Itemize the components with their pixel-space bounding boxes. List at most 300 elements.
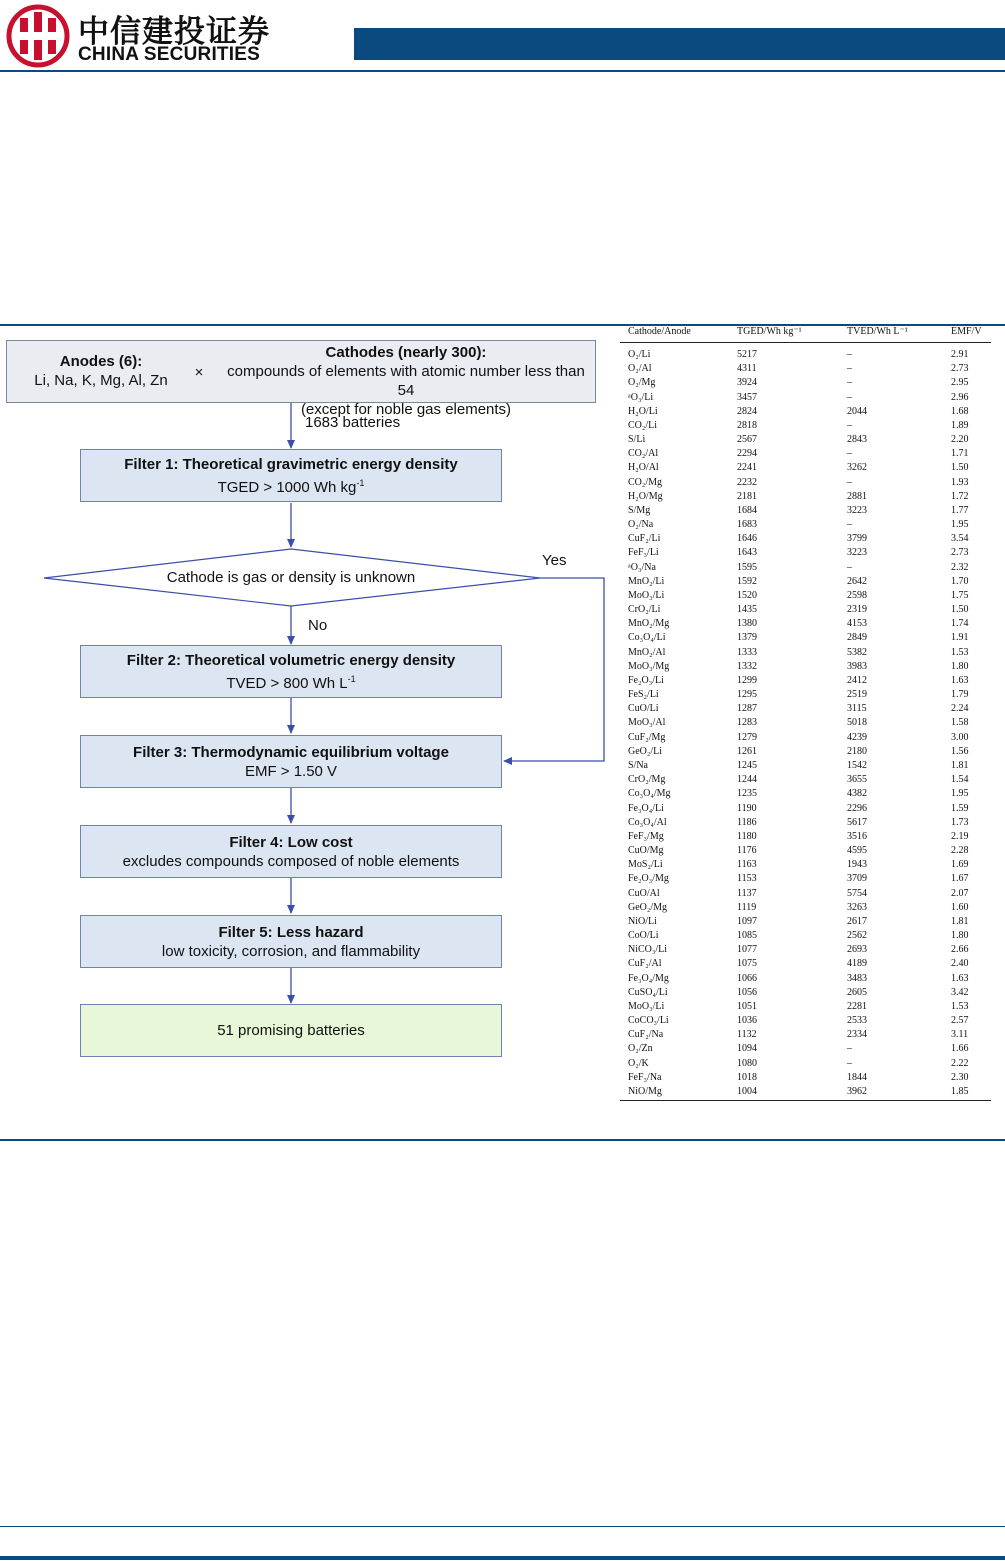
table-row: [620, 362, 991, 376]
cell-tged: 1683: [737, 519, 757, 531]
cell-tved: 3223: [847, 504, 867, 516]
cathodes-title: Cathodes (nearly 300):: [325, 344, 487, 361]
cell-tved: 5617: [847, 816, 867, 828]
cell-emf: 1.59: [951, 802, 969, 814]
cell-tged: 1153: [737, 873, 757, 885]
footer-thin-rule: [0, 1526, 1005, 1527]
cell-tved: –: [847, 1057, 852, 1069]
filter1-title: Filter 1: Theoretical gravimetric energy density: [124, 455, 458, 473]
cell-cathode-anode: NiCO₃/Li: [628, 944, 668, 956]
table-row: [620, 589, 991, 603]
cell-tved: –: [847, 377, 852, 389]
cell-cathode-anode: NiO/Li: [628, 915, 657, 927]
cell-tved: 2617: [847, 915, 867, 927]
header-tged: TGED/Wh kg⁻¹: [737, 326, 802, 337]
cell-emf: 1.56: [951, 745, 969, 757]
cell-tved: 1542: [847, 759, 867, 771]
table-row: [620, 745, 991, 759]
table-row: [620, 603, 991, 617]
header-emf: EMF/V: [951, 326, 982, 337]
table-body: [620, 343, 991, 1099]
cell-cathode-anode: CrO₂/Mg: [628, 774, 666, 786]
cell-tged: 2567: [737, 434, 757, 446]
filter3-box: [80, 735, 502, 788]
cell-tged: 2241: [737, 462, 757, 474]
cell-emf: 1.77: [951, 504, 969, 516]
cell-cathode-anode: FeF₃/Mg: [628, 830, 664, 842]
cell-tged: 1379: [737, 632, 757, 644]
filter2-box: [80, 645, 502, 698]
cell-emf: 2.24: [951, 703, 969, 715]
cell-emf: 1.63: [951, 972, 969, 984]
cell-emf: 2.28: [951, 845, 969, 857]
table-row: [620, 1000, 991, 1014]
cell-emf: 1.58: [951, 717, 969, 729]
cell-tged: 1051: [737, 1000, 757, 1012]
cell-tved: –: [847, 561, 852, 573]
cell-tved: 1943: [847, 859, 867, 871]
table-row: [620, 773, 991, 787]
cell-emf: 2.95: [951, 377, 969, 389]
cell-tged: 5217: [737, 349, 757, 360]
cell-emf: 2.73: [951, 547, 969, 559]
cell-cathode-anode: GeO₂/Mg: [628, 901, 668, 913]
cell-emf: 1.95: [951, 519, 969, 531]
logo-english-name: CHINA SECURITIES: [78, 44, 260, 65]
cell-tved: 3799: [847, 533, 867, 545]
cell-tved: 3962: [847, 1085, 867, 1097]
cell-tged: 1235: [737, 788, 757, 800]
company-logo: [6, 4, 270, 68]
table-row: [620, 759, 991, 773]
header-cathode-anode: Cathode/Anode: [628, 326, 691, 337]
cell-tved: 3516: [847, 830, 867, 842]
cell-tved: 2319: [847, 604, 867, 616]
figure-bottom-divider: [0, 1139, 1005, 1141]
cell-cathode-anode: S/Li: [628, 434, 646, 446]
table-row: [620, 461, 991, 475]
cell-emf: 1.69: [951, 859, 969, 871]
cell-tged: 1287: [737, 703, 757, 715]
header-bar: [354, 28, 1005, 60]
filter5-title: Filter 5: Less hazard: [218, 923, 364, 941]
cell-cathode-anode: ᵃO₃/Li: [628, 391, 654, 403]
cell-cathode-anode: S/Mg: [628, 504, 651, 516]
cell-tved: 2281: [847, 1000, 867, 1012]
cell-cathode-anode: MoS₂/Li: [628, 859, 663, 871]
cell-emf: 1.74: [951, 618, 969, 630]
cell-cathode-anode: S/Na: [628, 759, 648, 771]
cell-tved: 2180: [847, 745, 867, 757]
table-row: [620, 376, 991, 390]
cell-cathode-anode: O₂/Al: [628, 363, 652, 375]
cell-tged: 1643: [737, 547, 757, 559]
cell-emf: 2.32: [951, 561, 969, 573]
cell-tved: 2881: [847, 490, 867, 502]
cell-cathode-anode: H₂O/Al: [628, 462, 659, 474]
filter5-rule: low toxicity, corrosion, and flammability: [161, 942, 421, 960]
cell-cathode-anode: ᵃO₃/Na: [628, 561, 656, 573]
table-row: [620, 391, 991, 405]
filter3-rule: EMF > 1.50 V: [244, 762, 338, 780]
cell-tved: 2334: [847, 1029, 867, 1041]
cell-emf: 1.53: [951, 1000, 969, 1012]
cell-tged: 1299: [737, 674, 757, 686]
cell-cathode-anode: Fe₂O₃/Li: [628, 674, 664, 686]
cell-emf: 3.11: [951, 1029, 969, 1041]
table-row: [620, 646, 991, 660]
cell-tved: 2533: [847, 1015, 867, 1027]
cell-tged: 3924: [737, 377, 757, 389]
header-tved: TVED/Wh L⁻¹: [847, 326, 908, 337]
cell-tged: 1036: [737, 1015, 757, 1027]
cell-cathode-anode: Co₃O₄/Li: [628, 632, 666, 644]
table-row: [620, 1028, 991, 1042]
footer-thick-rule: [0, 1556, 1005, 1560]
cell-tved: 2519: [847, 689, 867, 701]
cell-cathode-anode: CuF₂/Al: [628, 958, 662, 970]
cell-emf: 3.00: [951, 731, 969, 743]
cell-tved: 5018: [847, 717, 867, 729]
cell-emf: 1.80: [951, 660, 969, 672]
cell-emf: 2.20: [951, 434, 969, 446]
cell-tged: 1085: [737, 930, 757, 942]
cell-emf: 2.57: [951, 1015, 969, 1027]
table-row: [620, 561, 991, 575]
cell-tved: 2642: [847, 575, 867, 587]
cell-tved: 4595: [847, 845, 867, 857]
cell-cathode-anode: O₂/Na: [628, 519, 654, 531]
cell-emf: 1.95: [951, 788, 969, 800]
anodes-list: Li, Na, K, Mg, Al, Zn: [34, 372, 168, 389]
cell-emf: 1.50: [951, 604, 969, 616]
cell-tged: 1077: [737, 944, 757, 956]
cell-cathode-anode: Co₃O₄/Mg: [628, 788, 671, 800]
table-row: [620, 433, 991, 447]
cell-cathode-anode: CuO/Mg: [628, 845, 664, 857]
cell-tged: 1435: [737, 604, 757, 616]
arrow-yes-bypass: [504, 578, 604, 761]
cell-tved: 2296: [847, 802, 867, 814]
cathodes-line1: compounds of elements with atomic number less than 54: [227, 363, 585, 399]
table-row: [620, 1042, 991, 1056]
table-row: [620, 915, 991, 929]
cell-tged: 1180: [737, 830, 757, 842]
table-row: [620, 490, 991, 504]
cell-tved: 3709: [847, 873, 867, 885]
filter2-title: Filter 2: Theoretical volumetric energy density: [126, 651, 456, 669]
cell-cathode-anode: CuO/Al: [628, 887, 660, 899]
filter1-box: [80, 449, 502, 502]
cell-cathode-anode: O₂/K: [628, 1057, 649, 1069]
yes-label: Yes: [542, 552, 567, 569]
cell-tved: 3983: [847, 660, 867, 672]
cell-tged: 1119: [737, 901, 757, 913]
cell-cathode-anode: CO₂/Mg: [628, 476, 663, 488]
cell-emf: 1.50: [951, 462, 969, 474]
table-row: [620, 844, 991, 858]
cell-tged: 1684: [737, 504, 757, 516]
cell-tged: 1520: [737, 589, 757, 601]
table-row: [620, 1014, 991, 1028]
filter1-rule: TGED > 1000 Wh $kg^{-1}$: [217, 477, 365, 496]
cell-cathode-anode: Fe₃O₄/Mg: [628, 972, 669, 984]
table-row: [620, 1085, 991, 1099]
table-row: [620, 476, 991, 490]
table-row: [620, 674, 991, 688]
table-row: [620, 405, 991, 419]
table-row: [620, 546, 991, 560]
cell-tved: 3655: [847, 774, 867, 786]
cell-cathode-anode: FeS₂/Li: [628, 689, 659, 701]
battery-table: [620, 326, 991, 1101]
cell-tged: 1279: [737, 731, 757, 743]
cathodes-block: [221, 343, 591, 419]
cell-tved: 2412: [847, 674, 867, 686]
anodes-block: [21, 352, 181, 390]
cell-tged: 1646: [737, 533, 757, 545]
table-row: [620, 858, 991, 872]
table-row: [620, 1071, 991, 1085]
cell-tged: 1595: [737, 561, 757, 573]
filter4-box: [80, 825, 502, 878]
cell-tved: 4382: [847, 788, 867, 800]
cell-emf: 1.80: [951, 930, 969, 942]
cell-cathode-anode: O₂/Zn: [628, 1043, 653, 1055]
cell-cathode-anode: CoCO₃/Li: [628, 1015, 669, 1027]
cell-emf: 3.42: [951, 986, 969, 998]
filter4-rule: excludes compounds composed of noble elements: [122, 852, 460, 870]
table-row: [620, 419, 991, 433]
cell-tged: 1056: [737, 986, 757, 998]
cell-tged: 1333: [737, 646, 757, 658]
cell-cathode-anode: O₂/Li: [628, 349, 651, 360]
table-row: [620, 575, 991, 589]
cell-tged: 1283: [737, 717, 757, 729]
filter4-title: Filter 4: Low cost: [229, 833, 353, 851]
cell-tged: 1066: [737, 972, 757, 984]
cell-cathode-anode: MnO₂/Li: [628, 575, 665, 587]
cell-tged: 1190: [737, 802, 757, 814]
citic-logo-icon: [6, 4, 70, 68]
cell-tged: 2824: [737, 405, 757, 417]
table-row: [620, 631, 991, 645]
cell-tged: 1295: [737, 689, 757, 701]
cell-tged: 1094: [737, 1043, 757, 1055]
cell-tged: 1080: [737, 1057, 757, 1069]
table-row: [620, 1057, 991, 1071]
table-row: [620, 787, 991, 801]
table-row: [620, 504, 991, 518]
cell-tged: 1176: [737, 845, 757, 857]
table-row: [620, 688, 991, 702]
cell-emf: 1.67: [951, 873, 969, 885]
decision-label: Cathode is gas or density is unknown: [166, 569, 416, 586]
table-row: [620, 348, 991, 362]
cell-cathode-anode: FeF₃/Li: [628, 547, 659, 559]
cell-tved: 5382: [847, 646, 867, 658]
table-row: [620, 802, 991, 816]
cell-cathode-anode: MoO₃/Mg: [628, 660, 670, 672]
table-header: [620, 326, 991, 343]
cell-emf: 2.91: [951, 349, 969, 360]
table-row: [620, 830, 991, 844]
cell-tged: 1592: [737, 575, 757, 587]
table-row: [620, 872, 991, 886]
table-row: [620, 518, 991, 532]
cell-emf: 1.75: [951, 589, 969, 601]
cell-cathode-anode: Fe₃O₄/Li: [628, 802, 664, 814]
cell-emf: 2.07: [951, 887, 969, 899]
filter2-rule: TVED > 800 Wh $L^{-1}$: [226, 673, 356, 692]
cell-emf: 1.70: [951, 575, 969, 587]
cell-emf: 1.60: [951, 901, 969, 913]
cell-emf: 1.85: [951, 1085, 969, 1097]
cell-emf: 1.81: [951, 915, 969, 927]
input-box: [6, 340, 596, 418]
filter3-title: Filter 3: Thermodynamic equilibrium voltage: [133, 743, 449, 761]
table-row: [620, 702, 991, 716]
table-row: [620, 887, 991, 901]
cell-cathode-anode: NiO/Mg: [628, 1085, 662, 1097]
cell-tged: 1163: [737, 859, 757, 871]
cell-cathode-anode: H₂O/Mg: [628, 490, 663, 502]
cell-tged: 1018: [737, 1071, 757, 1083]
cell-tved: 3263: [847, 901, 867, 913]
cell-tved: 3115: [847, 703, 867, 715]
cell-tved: 2849: [847, 632, 867, 644]
cell-emf: 2.40: [951, 958, 969, 970]
cell-cathode-anode: CrO₂/Li: [628, 604, 661, 616]
cell-tved: 2562: [847, 930, 867, 942]
table-row: [620, 617, 991, 631]
cell-tged: 1004: [737, 1085, 757, 1097]
cell-cathode-anode: O₂/Mg: [628, 377, 656, 389]
cell-cathode-anode: H₂O/Li: [628, 405, 658, 417]
cell-tved: 2598: [847, 589, 867, 601]
cell-tved: –: [847, 419, 852, 431]
cell-emf: 2.30: [951, 1071, 969, 1083]
cell-cathode-anode: MoO₃/Li: [628, 589, 665, 601]
cell-tged: 4311: [737, 363, 757, 375]
cell-emf: 2.73: [951, 363, 969, 375]
table-row: [620, 929, 991, 943]
cell-tged: 3457: [737, 391, 757, 403]
battery-count-label: 1683 batteries: [305, 414, 401, 431]
cell-tved: –: [847, 519, 852, 531]
cell-emf: 1.66: [951, 1043, 969, 1055]
cell-tged: 1137: [737, 887, 757, 899]
times-sign: ×: [194, 364, 204, 381]
cell-cathode-anode: CoO/Li: [628, 930, 659, 942]
cell-emf: 2.22: [951, 1057, 969, 1069]
cell-tved: 2605: [847, 986, 867, 998]
logo-chinese-name: 中信建投证券: [78, 14, 270, 50]
cell-cathode-anode: CO₂/Al: [628, 448, 659, 460]
cell-tged: 1186: [737, 816, 757, 828]
cell-cathode-anode: MoO₃/Al: [628, 717, 666, 729]
cell-emf: 1.68: [951, 405, 969, 417]
cell-tved: 3223: [847, 547, 867, 559]
anodes-title: Anodes (6):: [59, 353, 143, 370]
no-label: No: [308, 617, 328, 634]
cell-cathode-anode: Co₃O₄/Al: [628, 816, 667, 828]
cell-tved: 4153: [847, 618, 867, 630]
cell-emf: 3.54: [951, 533, 969, 545]
cell-tged: 1097: [737, 915, 757, 927]
cell-emf: 2.66: [951, 944, 969, 956]
filter5-box: [80, 915, 502, 968]
cell-cathode-anode: FeF₃/Na: [628, 1071, 662, 1083]
cell-emf: 1.71: [951, 448, 969, 460]
cell-tged: 1075: [737, 958, 757, 970]
cell-tved: –: [847, 448, 852, 460]
cell-cathode-anode: CO₂/Li: [628, 419, 658, 431]
cell-cathode-anode: CuF₂/Na: [628, 1029, 664, 1041]
cell-emf: 2.19: [951, 830, 969, 842]
table-row: [620, 660, 991, 674]
cell-tved: 1844: [847, 1071, 867, 1083]
cell-emf: 1.91: [951, 632, 969, 644]
cell-tved: –: [847, 349, 852, 360]
cell-emf: 1.89: [951, 419, 969, 431]
cell-emf: 1.63: [951, 674, 969, 686]
cell-emf: 1.72: [951, 490, 969, 502]
table-row: [620, 943, 991, 957]
table-row: [620, 731, 991, 745]
cell-tged: 1244: [737, 774, 757, 786]
table-row: [620, 816, 991, 830]
cell-emf: 1.79: [951, 689, 969, 701]
cell-cathode-anode: MnO₂/Mg: [628, 618, 670, 630]
cell-tved: –: [847, 391, 852, 403]
table-row: [620, 901, 991, 915]
header-divider: [0, 70, 1005, 72]
cell-tged: 1332: [737, 660, 757, 672]
cell-tged: 1380: [737, 618, 757, 630]
cell-cathode-anode: CuF₂/Mg: [628, 731, 666, 743]
table-bottom-rule: [620, 1100, 991, 1101]
result-label: 51 promising batteries: [217, 1022, 365, 1039]
cell-tved: 3483: [847, 972, 867, 984]
table-row: [620, 972, 991, 986]
cell-cathode-anode: MoO₃/Li: [628, 1000, 665, 1012]
cell-tged: 2818: [737, 419, 757, 431]
cell-emf: 1.81: [951, 759, 969, 771]
cell-cathode-anode: Fe₂O₃/Mg: [628, 873, 669, 885]
cell-cathode-anode: MnO₂/Al: [628, 646, 666, 658]
cell-tved: 3262: [847, 462, 867, 474]
cell-tved: –: [847, 363, 852, 375]
cell-cathode-anode: CuSO₄/Li: [628, 986, 668, 998]
cell-tved: –: [847, 476, 852, 488]
cell-cathode-anode: GeO₂/Li: [628, 745, 663, 757]
table-row: [620, 447, 991, 461]
cell-tged: 2232: [737, 476, 757, 488]
cell-tved: 2044: [847, 405, 867, 417]
cell-tved: 5754: [847, 887, 867, 899]
cell-emf: 2.96: [951, 391, 969, 403]
table-row: [620, 986, 991, 1000]
table-row: [620, 532, 991, 546]
cell-emf: 1.93: [951, 476, 969, 488]
cell-emf: 1.53: [951, 646, 969, 658]
cell-tved: 2693: [847, 944, 867, 956]
cell-tved: 4239: [847, 731, 867, 743]
cell-tged: 1245: [737, 759, 757, 771]
screening-flowchart: [0, 330, 610, 1070]
cell-tged: 1132: [737, 1029, 757, 1041]
